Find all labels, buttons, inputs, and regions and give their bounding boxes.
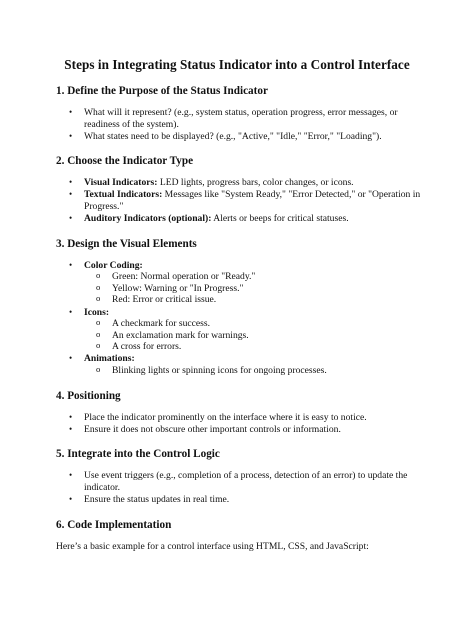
group-label: Animations: [84, 353, 135, 365]
list-item: • Ensure it does not obscure other important controls or information. [84, 424, 434, 436]
section-control-logic [56, 447, 434, 505]
list-item: • Ensure the status updates in real time. [84, 494, 434, 506]
list-item [84, 260, 434, 306]
item-label: Auditory Indicators (optional): [84, 213, 212, 225]
sub-list-item: o An exclamation mark for warnings. [112, 330, 434, 342]
section-define-purpose [56, 84, 434, 142]
section-positioning [56, 389, 434, 436]
list-item [84, 177, 434, 189]
section-code-implementation [56, 518, 434, 553]
list-item: • Use event triggers (e.g., completion of a process, detection of an error) to update the indicator. [84, 470, 434, 493]
bullet-list [56, 177, 434, 224]
bullet-list [56, 470, 434, 505]
sub-list-item: o A cross for errors. [112, 341, 434, 353]
sub-list [84, 271, 434, 306]
sub-list-item: o Green: Normal operation or "Ready." [112, 271, 434, 283]
bullet-list [56, 107, 434, 142]
group-label: Color Coding: [84, 259, 143, 271]
section-indicator-type [56, 154, 434, 224]
document-title: Steps in Integrating Status Indicator into a Control Interface [64, 57, 410, 72]
sub-list-item: o Blinking lights or spinning icons for ongoing processes. [112, 365, 434, 377]
bullet-list [56, 260, 434, 377]
item-label: Textual Indicators: [84, 189, 163, 201]
list-item: • Place the indicator prominently on the interface where it is easy to notice. [84, 412, 434, 424]
list-item: • What will it represent? (e.g., system status, operation progress, error messages, or readiness of the system). [84, 107, 434, 130]
sub-list [84, 365, 434, 377]
list-item [84, 307, 434, 353]
section-heading: 3. Design the Visual Elements [56, 237, 197, 250]
item-label: Visual Indicators: [84, 177, 158, 189]
section-heading: 6. Code Implementation [56, 518, 172, 531]
group-label: Icons: [84, 306, 110, 318]
section-visual-elements [56, 237, 434, 377]
body-paragraph: Here’s a basic example for a control interface using HTML, CSS, and JavaScript: [56, 540, 369, 552]
section-heading: 1. Define the Purpose of the Status Indicator [56, 85, 268, 97]
sub-list [84, 318, 434, 353]
sub-list-item: o Yellow: Warning or "In Progress." [112, 283, 434, 295]
item-text: LED lights, progress bars, color changes, or icons. [157, 177, 354, 189]
list-item [84, 213, 434, 225]
section-heading: 5. Integrate into the Control Logic [56, 448, 220, 461]
item-text: Alerts or beeps for critical statuses. [211, 213, 349, 225]
section-heading: 2. Choose the Indicator Type [56, 155, 194, 168]
list-item: • What states need to be displayed? (e.g., "Active," "Idle," "Error," "Loading"). [84, 131, 434, 143]
sub-list-item: o A checkmark for success. [112, 318, 434, 330]
section-heading: 4. Positioning [56, 389, 121, 402]
document-body [56, 84, 434, 565]
bullet-list [56, 412, 434, 436]
item-text: Messages like "System Ready," "Error Detected," or "Operation in Progress." [84, 189, 421, 212]
list-item [84, 353, 434, 376]
list-item [84, 189, 434, 212]
sub-list-item: o Red: Error or critical issue. [112, 294, 434, 306]
